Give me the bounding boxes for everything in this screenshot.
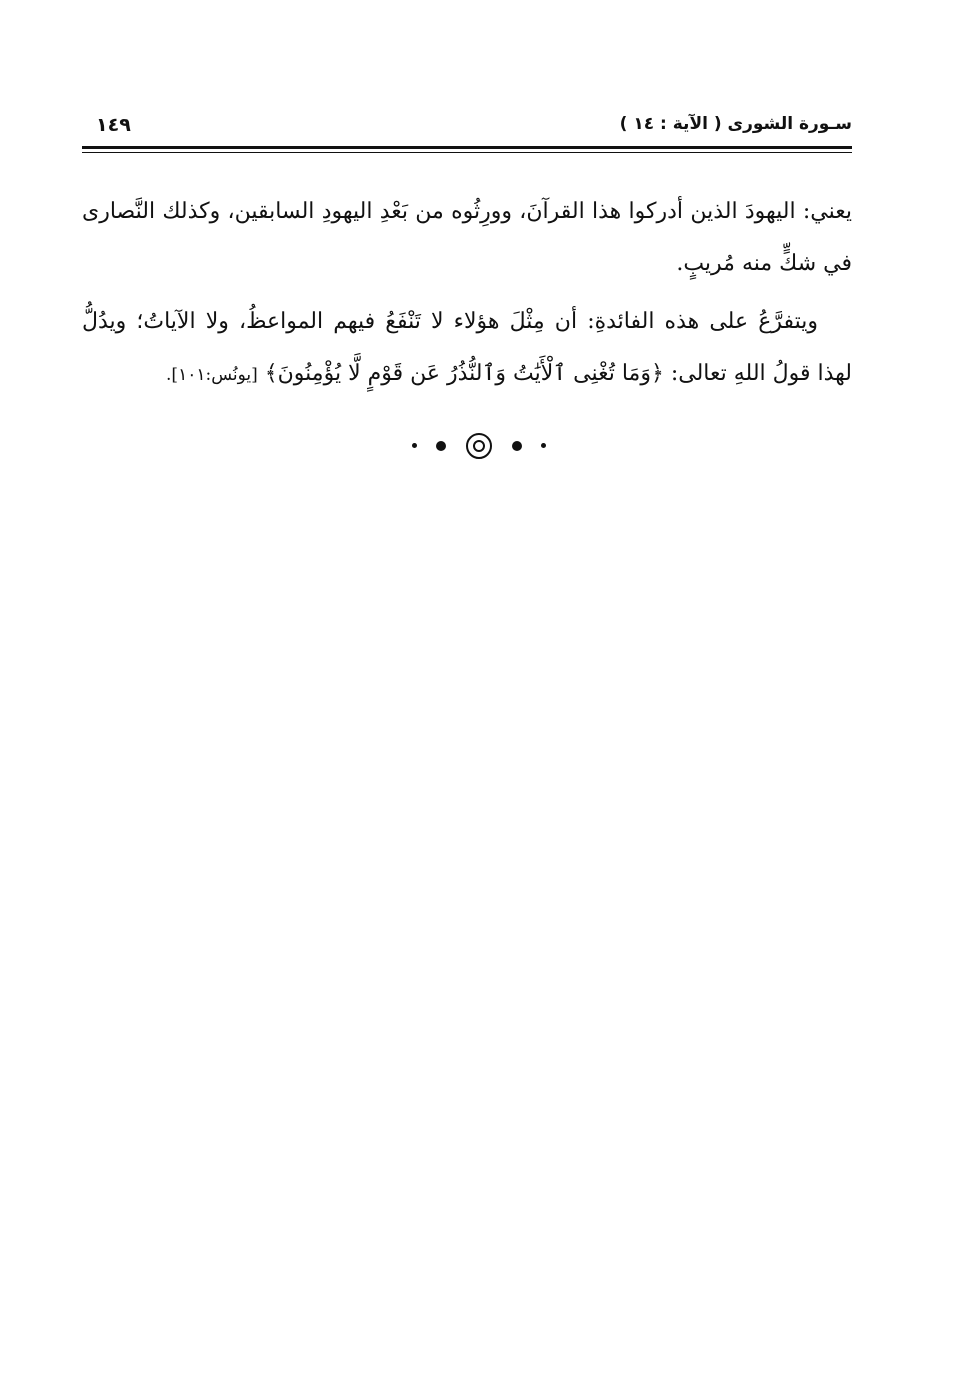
divider-dot-icon (512, 441, 522, 451)
divider-dot-icon (436, 441, 446, 451)
divider-dot-icon (541, 443, 546, 448)
divider-dot-icon (412, 443, 417, 448)
section-divider-ornament (0, 432, 958, 459)
verse-reference: [يونُس:١٠١]. (166, 365, 258, 385)
paragraph-2-intro: ويتفرَّعُ على هذه الفائدةِ: أن مِثْلَ هؤلاء لا تَنْفَعُ فيهم المواعظُ، ولا الآياتُ؛ ويدُلُّ لهذا قولُ اللهِ تعالى: (82, 309, 852, 386)
running-header-title: سـورة الشورى ( الآية : ١٤ ) (619, 114, 852, 134)
paragraph-2 (82, 296, 852, 401)
paragraph-1: يعني: اليهودَ الذين أدركوا هذا القرآنَ، وورِثُوه من بَعْدِ اليهودِ السابقين، وكذلك النَّصارى في شكٍّ منه مُريبٍ. (82, 199, 852, 276)
page-header (82, 108, 852, 148)
quran-verse: ﴿وَمَا تُغْنِى ٱلْأَيَٰتُ وَٱلنُّذُرُ عَن قَوْمٍ لَّا يُؤْمِنُونَ﴾ (264, 361, 664, 386)
body-text (82, 186, 852, 407)
header-rule-thick (82, 146, 852, 149)
page-number: ١٤٩ (96, 114, 131, 136)
header-rule-thin (82, 152, 852, 153)
ornament-icon (466, 433, 492, 459)
